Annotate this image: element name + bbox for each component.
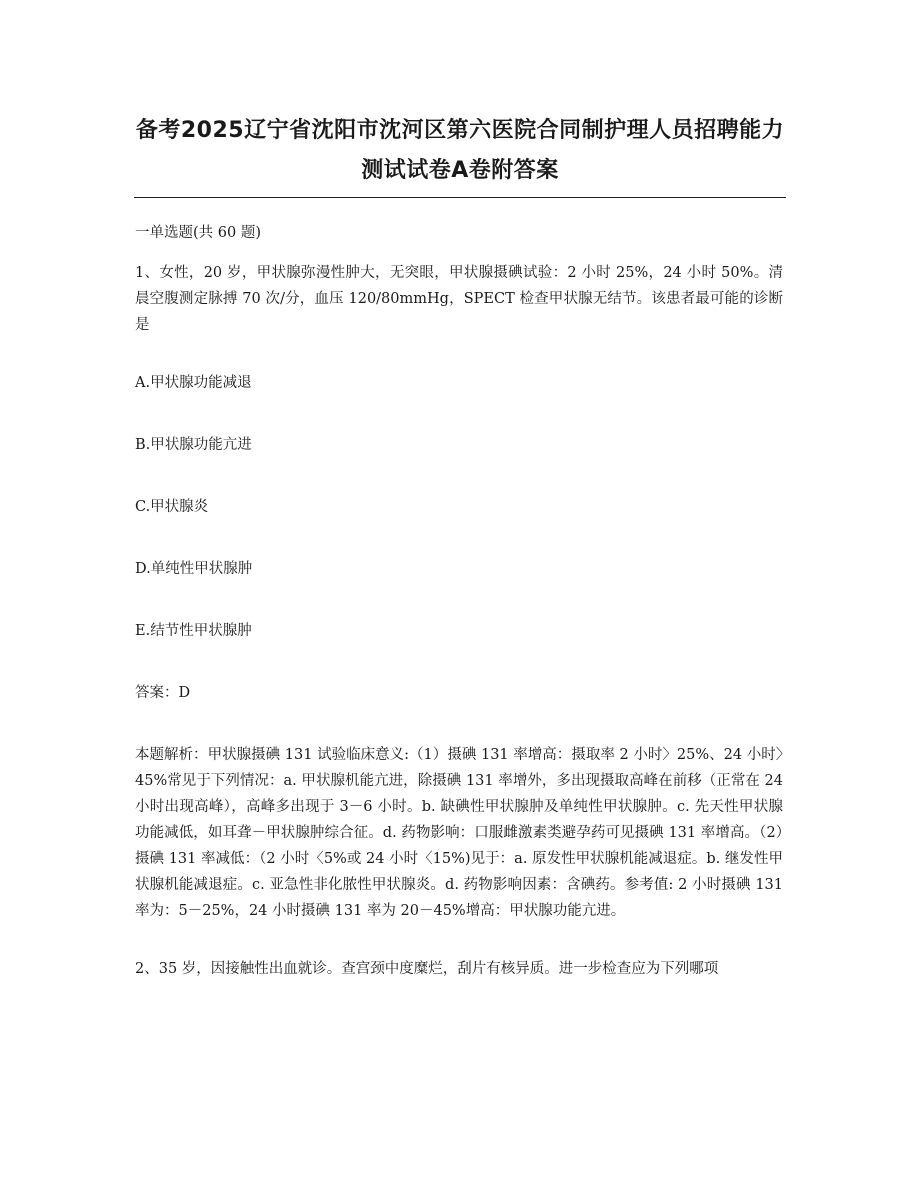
document-title: 备考2025辽宁省沈阳市沈河区第六医院合同制护理人员招聘能力测试试卷A卷附答案	[135, 118, 785, 183]
question-1-stem: 1、女性，20 岁，甲状腺弥漫性肿大，无突眼，甲状腺摄碘试验：2 小时 25%，24 小时 50%。清晨空腹测定脉搏 70 次/分，血压 120/80mmHg，SPECT 检查甲状腺无结节。该患者最可能的诊断是	[135, 265, 783, 333]
question-1-analysis: 本题解析：甲状腺摄碘 131 试验临床意义:（1）摄碘 131 率增高：摄取率 2 小时〉25%、24 小时〉45%常见于下列情况：a. 甲状腺机能亢进，除摄碘 131 率增外，多出现摄取高峰在前移（正常在 24 小时出现高峰），高峰多出现于 3－6 小时。b. 缺碘性甲状腺肿及单纯性甲状腺肿。c. 先天性甲状腺功能减低，如耳聋－甲状腺肿综合征。d. 药物影响：口服雌激素类避孕药可见摄碘 131 率增高。（2）摄碘 131 率减低：（2 小时〈5%或 24 小时〈15%)见于：a. 原发性甲状腺机能减退症。b. 继发性甲状腺机能减退症。c. 亚急性非化脓性甲状腺炎。d. 药物影响因素：含碘药。参考值: 2 小时摄碘 131 率为：5－25%，24 小时摄碘 131 率为 20－45%增高：甲状腺功能亢进。	[135, 747, 783, 919]
question-1-option-e: E.结节性甲状腺肿	[135, 623, 252, 639]
question-2-stem: 2、35 岁，因接触性出血就诊。查宫颈中度糜烂，刮片有核异质。进一步检查应为下列哪项	[135, 961, 719, 977]
question-1-option-d: D.单纯性甲状腺肿	[135, 561, 253, 577]
question-1-option-a: A.甲状腺功能减退	[135, 375, 252, 391]
title-divider	[134, 197, 786, 198]
question-1-answer: 答案：D	[135, 685, 191, 701]
section-heading: 一单选题(共 60 题)	[135, 225, 261, 241]
question-1-option-c: C.甲状腺炎	[135, 499, 209, 515]
question-1-option-b: B.甲状腺功能亢进	[135, 437, 252, 453]
